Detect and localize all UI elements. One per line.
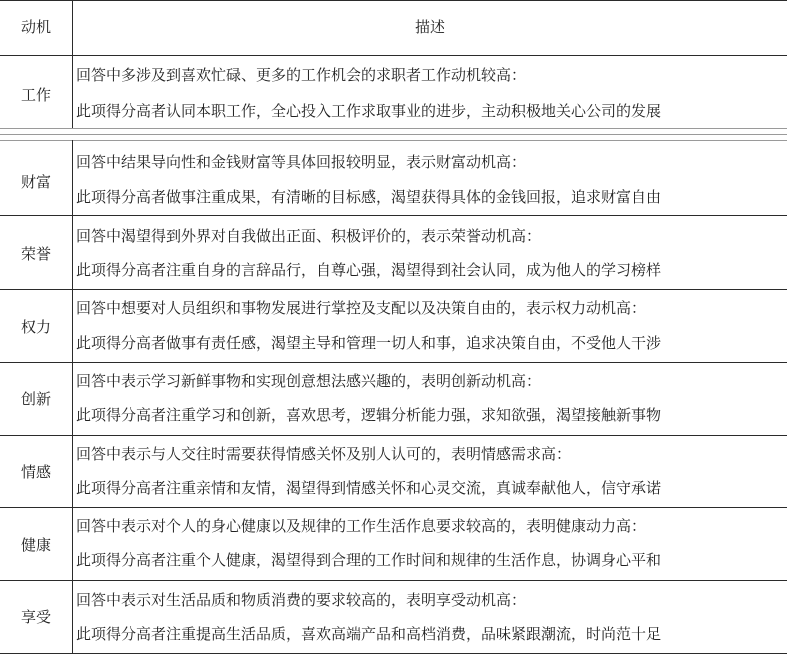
row-motive-wealth: 财富 [20, 173, 51, 191]
row-motive-health: 健康 [20, 536, 51, 554]
row-divider [0, 580, 787, 581]
row-desc-line1: 回答中结果导向性和金钱财富等具体回报较明显，表示财富动机高： [76, 153, 527, 171]
row-desc-line2: 此项得分高者做事有责任感，渴望主导和管理一切人和事，追求决策自由，不受他人干涉 [76, 334, 662, 352]
row-motive-honor: 荣誉 [20, 245, 51, 263]
row-desc-line2: 此项得分高者注重个人健康，渴望得到合理的工作时间和规律的生活作息，协调身心平和 [76, 551, 662, 569]
row-desc-line2: 此项得分高者注重亲情和友情，渴望得到情感关怀和心灵交流，真诚奉献他人，信守承诺 [76, 479, 662, 497]
row-desc-line1: 回答中表示与人交往时需要获得情感关怀及别人认可的，表明情感需求高： [76, 445, 572, 463]
row-motive-power: 权力 [20, 318, 51, 336]
row-motive-emotion: 情感 [20, 463, 51, 481]
row-desc-line1: 回答中表示对个人的身心健康以及规律的工作生活作息要求较高的，表明健康动力高： [76, 517, 647, 535]
header-description: 描述 [414, 18, 445, 36]
row-desc-line2: 此项得分高者注重自身的言辞品行，自尊心强，渴望得到社会认同，成为他人的学习榜样 [76, 261, 662, 279]
row-divider [0, 362, 787, 363]
row-desc-line2: 此项得分高者认同本职工作，全心投入工作求取事业的进步，主动积极地关心公司的发展 [76, 102, 662, 120]
row-motive-innovation: 创新 [20, 390, 51, 408]
row-desc-line1: 回答中表示对生活品质和物质消费的要求较高的，表明享受动机高： [76, 591, 527, 609]
row-divider [0, 215, 787, 216]
row-divider [0, 435, 787, 436]
row-desc-line1: 回答中渴望得到外界对自我做出正面、积极评价的，表示荣誉动机高： [76, 227, 542, 245]
row-desc-line2: 此项得分高者注重学习和创新，喜欢思考，逻辑分析能力强，求知欲强，渴望接触新事物 [76, 406, 662, 424]
section-break-line [0, 134, 787, 135]
header-motive: 动机 [20, 18, 51, 36]
column-divider [72, 140, 73, 654]
section-break-line [0, 128, 787, 129]
row-desc-line1: 回答中想要对人员组织和事物发展进行掌控及支配以及决策自由的，表示权力动机高： [76, 299, 647, 317]
row-desc-line1: 回答中表示学习新鲜事物和实现创意想法感兴趣的，表明创新动机高： [76, 372, 542, 390]
row-desc-line1: 回答中多涉及到喜欢忙碌、更多的工作机会的求职者工作动机较高： [76, 66, 527, 84]
row-desc-line2: 此项得分高者做事注重成果，有清晰的目标感，渴望获得具体的金钱回报，追求财富自由 [76, 188, 662, 206]
row-motive-work: 工作 [20, 86, 51, 104]
row-desc-line2: 此项得分高者注重提高生活品质，喜欢高端产品和高档消费，品味紧跟潮流，时尚范十足 [76, 625, 662, 643]
header-bottom-border [0, 55, 787, 56]
section-break-line [0, 140, 787, 141]
row-motive-enjoyment: 享受 [20, 608, 51, 626]
row-divider [0, 507, 787, 508]
table-top-border [0, 0, 787, 1]
row-divider [0, 289, 787, 290]
